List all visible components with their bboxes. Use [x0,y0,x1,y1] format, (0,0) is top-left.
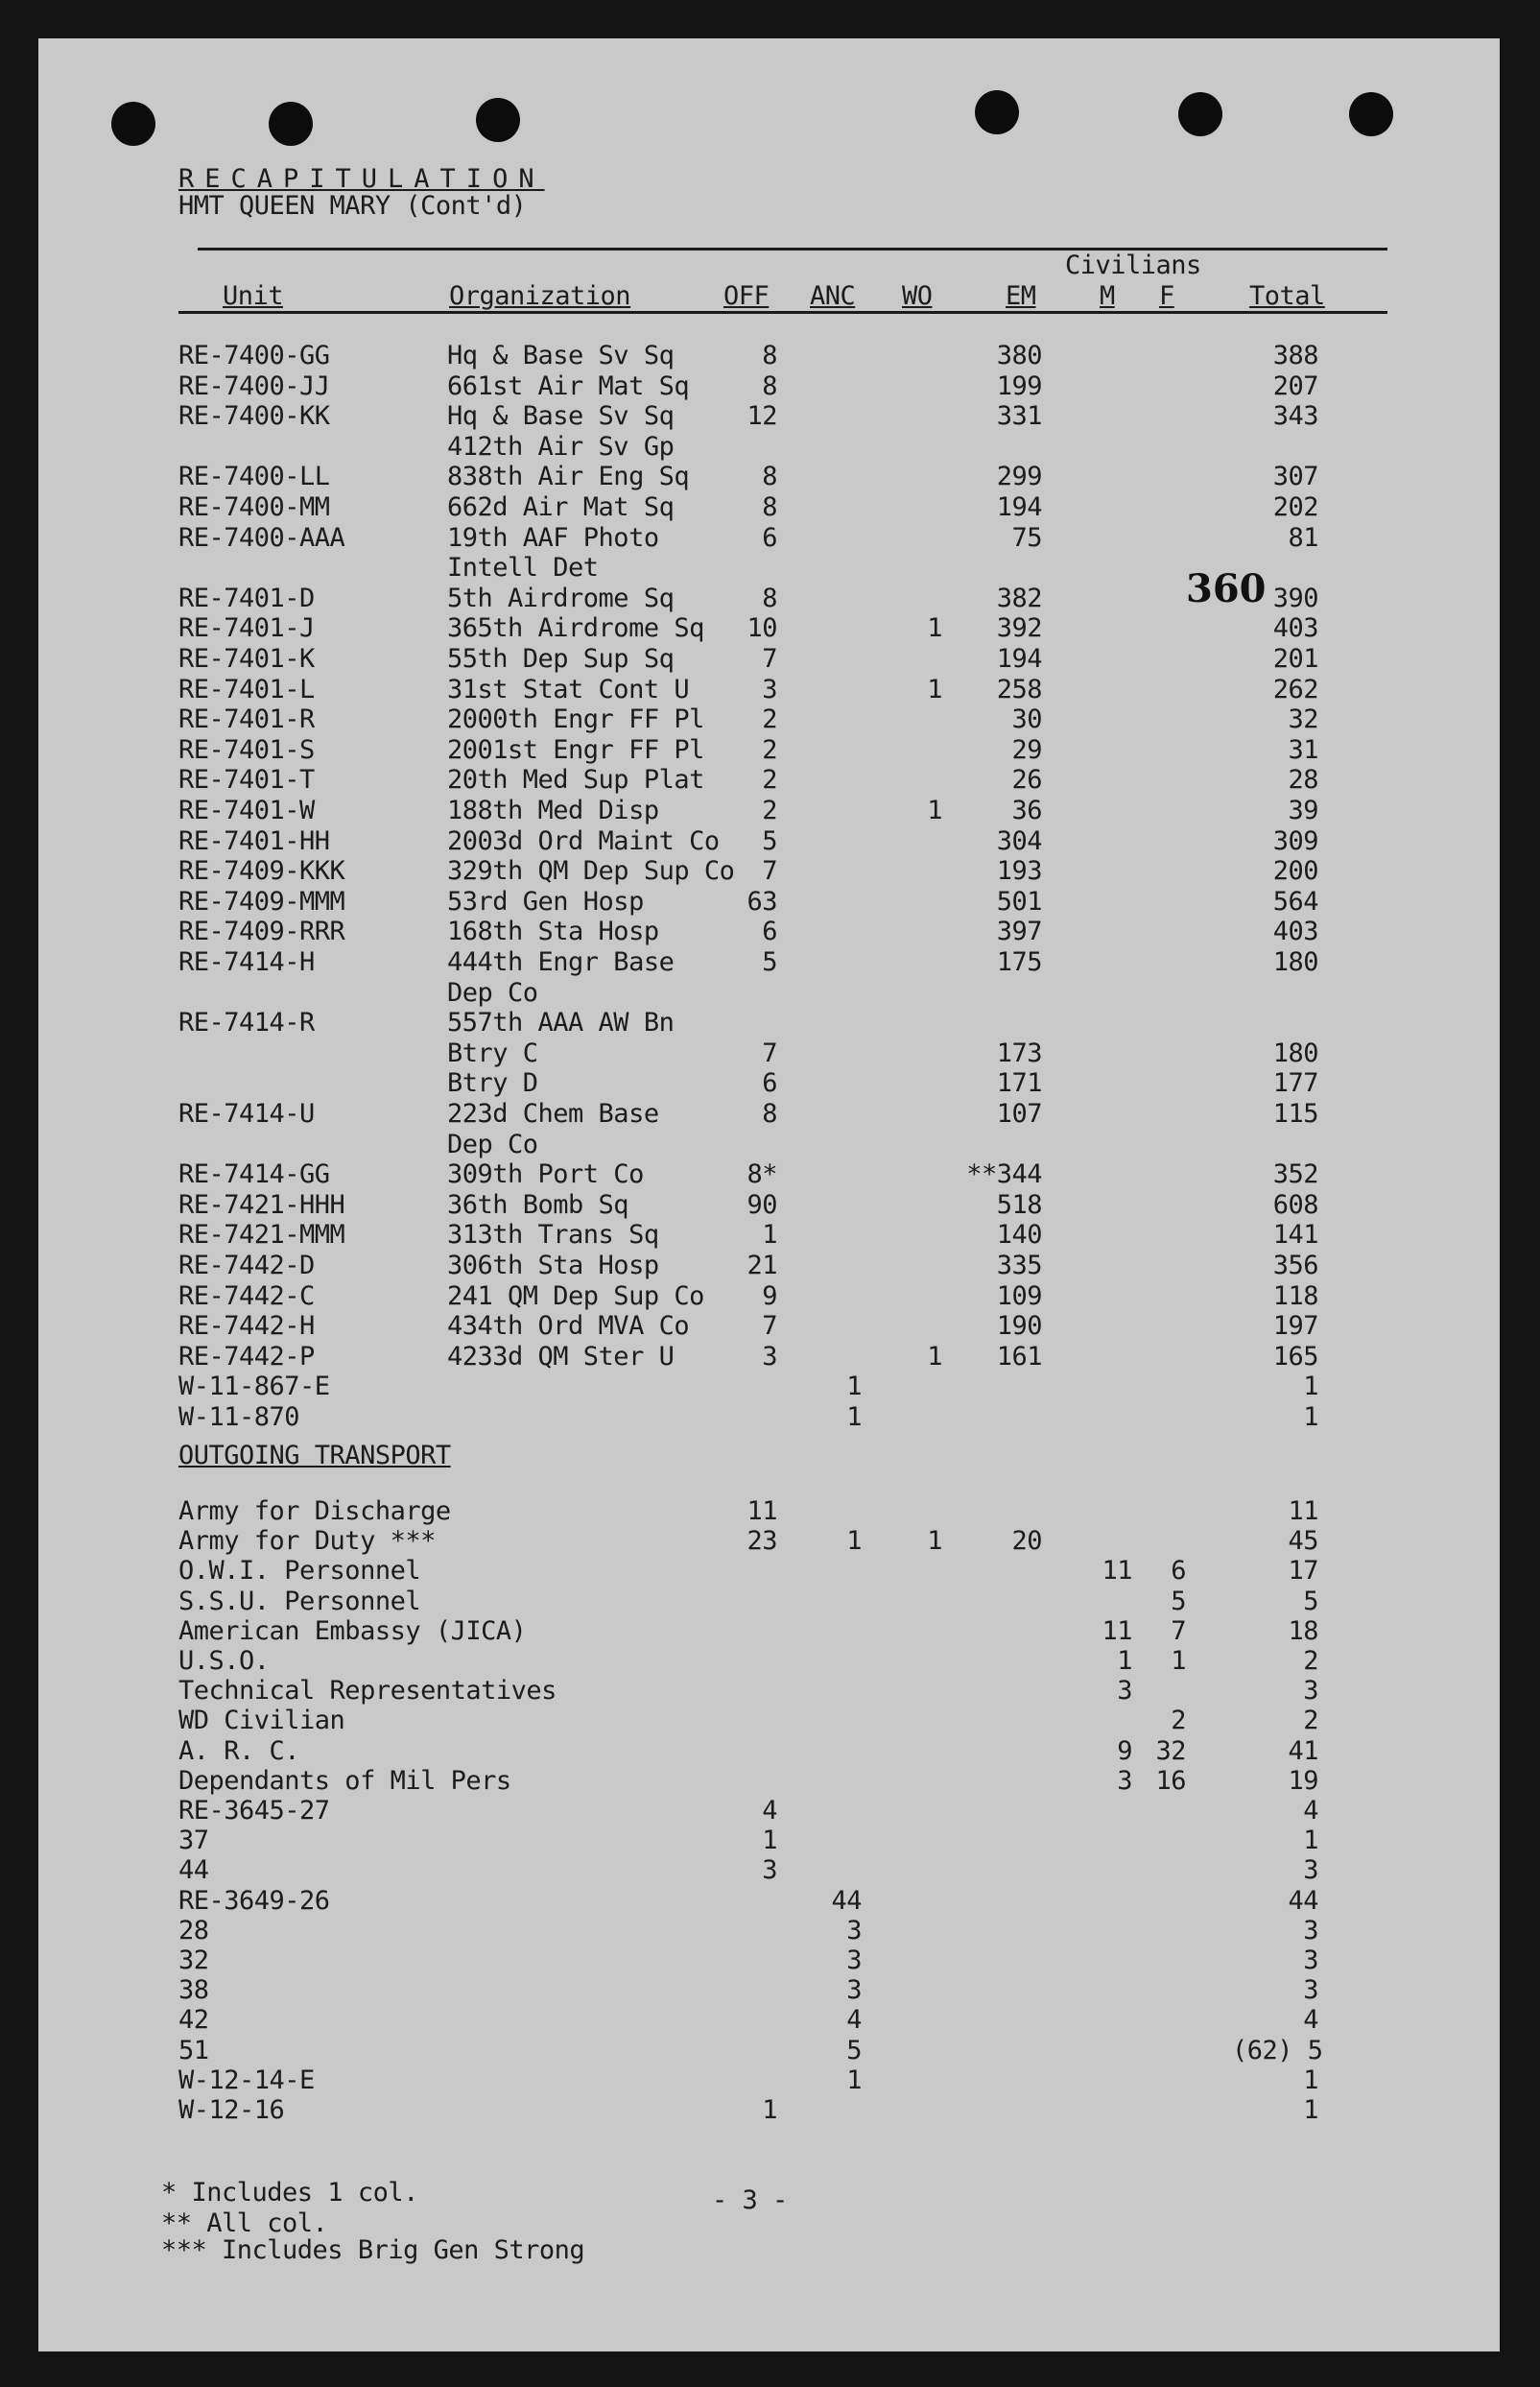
total-cell: 1 [1303,1826,1318,1856]
em-cell: 175 [996,947,1042,977]
organization-cell: 53rd Gen Hosp [447,886,644,917]
total-cell: 343 [1272,401,1318,432]
off-cell: 8 [762,492,777,522]
m-cell: 3 [1117,1676,1132,1707]
unit-cell: W-11-870 [178,1402,300,1432]
total-cell: 403 [1272,613,1318,644]
organization-cell: 661st Air Mat Sq [447,370,690,401]
em-cell: 193 [996,856,1042,887]
header-rule-bottom [178,311,1387,314]
col-organization: Organization [449,281,631,311]
unit-cell: RE-7414-U [178,1099,315,1129]
total-cell: 2 [1303,1706,1318,1736]
page-stamp: 360 [1186,566,1267,611]
em-cell: **344 [966,1159,1042,1190]
unit-cell: RE-7401-T [178,765,315,796]
header-rule-top [198,248,1387,251]
f-cell: 16 [1155,1765,1186,1796]
total-cell: 28 [1288,765,1318,796]
unit-cell: RE-7400-MM [178,492,330,522]
unit-cell: RE-7401-D [178,583,315,613]
unit-cell: RE-7442-C [178,1280,315,1311]
organization-cell: 19th AAF Photo [447,522,659,553]
organization-cell: 4233d QM Ster U [447,1341,675,1372]
off-cell: 2 [762,734,777,765]
unit-cell: RE-7401-HH [178,825,330,856]
organization-cell: 55th Dep Sup Sq [447,644,675,674]
anc-cell: 1 [846,1526,862,1557]
off-cell: 6 [762,917,777,947]
organization-cell: 412th Air Sv Gp [447,431,675,462]
total-cell: 180 [1272,1038,1318,1068]
label-cell: U.S.O. [178,1646,270,1676]
off-cell: 1 [762,1220,777,1251]
organization-cell: 434th Ord MVA Co [447,1311,690,1342]
col-f: F [1159,281,1174,311]
em-cell: 199 [996,370,1042,401]
anc-cell: 1 [846,1372,862,1402]
off-cell: 7 [762,644,777,674]
total-cell: 564 [1272,886,1318,917]
off-cell: 7 [762,1038,777,1068]
unit-cell: W-11-867-E [178,1372,330,1402]
footnote: *** Includes Brig Gen Strong [161,2235,585,2265]
total-cell: 1 [1303,2065,1318,2095]
total-cell: 141 [1272,1220,1318,1251]
wo-cell: 1 [927,1341,942,1372]
total-cell: 180 [1272,947,1318,977]
em-cell: 190 [996,1311,1042,1342]
total-cell: 31 [1288,734,1318,765]
unit-cell: RE-7421-HHH [178,1189,345,1220]
organization-cell: 557th AAA AW Bn [447,1008,675,1038]
total-cell: 5 [1303,1586,1318,1616]
document-page [38,38,1500,2351]
off-cell: 10 [746,613,777,644]
unit-cell: RE-7401-L [178,674,315,704]
organization-cell: 365th Airdrome Sq [447,613,704,644]
em-cell: 382 [996,583,1042,613]
page-subtitle: HMT QUEEN MARY (Cont'd) [178,191,527,221]
total-cell: 2 [1303,1646,1318,1676]
label-cell: Dependants of Mil Pers [178,1765,511,1796]
label-cell: O.W.I. Personnel [178,1556,421,1587]
f-cell: 32 [1155,1735,1186,1766]
em-cell: 109 [996,1280,1042,1311]
total-cell: 19 [1288,1765,1318,1796]
organization-cell: 223d Chem Base [447,1099,659,1129]
total-cell: 1 [1303,1372,1318,1402]
organization-cell: Btry C [447,1038,538,1068]
label-cell: RE-3645-27 [178,1796,330,1826]
organization-cell: 2003d Ord Maint Co [447,825,720,856]
total-cell: 356 [1272,1251,1318,1280]
label-cell: WD Civilian [178,1706,345,1736]
unit-cell: RE-7414-GG [178,1159,330,1190]
f-cell: 7 [1171,1615,1186,1646]
label-cell: 38 [178,1975,209,2006]
off-cell: 3 [762,674,777,704]
total-cell: 390 [1272,583,1318,613]
em-cell: 75 [1011,522,1042,553]
total-cell: 200 [1272,856,1318,887]
label-cell: Technical Representatives [178,1676,557,1707]
off-cell: 90 [746,1189,777,1220]
em-cell: 299 [996,462,1042,492]
anc-cell: 4 [846,2005,862,2036]
em-cell: 335 [996,1251,1042,1280]
label-cell: 42 [178,2005,209,2036]
organization-cell: 313th Trans Sq [447,1220,659,1251]
off-cell: 5 [762,947,777,977]
total-cell: 11 [1288,1496,1318,1526]
off-cell: 7 [762,1311,777,1342]
em-cell: 392 [996,613,1042,644]
punch-hole [476,98,520,142]
total-cell: 41 [1288,1735,1318,1766]
em-cell: 258 [996,674,1042,704]
off-cell: 6 [762,1068,777,1099]
unit-cell: RE-7401-S [178,734,315,765]
em-cell: 501 [996,886,1042,917]
unit-cell: RE-7401-W [178,796,315,825]
wo-cell: 1 [927,1526,942,1557]
unit-cell: RE-7442-P [178,1341,315,1372]
em-cell: 29 [1011,734,1042,765]
total-cell: 1 [1303,2095,1318,2125]
unit-cell: RE-7409-RRR [178,917,345,947]
organization-cell: 2000th Engr FF Pl [447,704,704,735]
total-cell: 1 [1303,1402,1318,1432]
em-cell: 161 [996,1341,1042,1372]
col-wo: WO [902,281,933,311]
unit-cell: RE-7400-GG [178,341,330,370]
organization-cell: Btry D [447,1068,538,1099]
off-cell: 11 [746,1496,777,1526]
total-cell: 3 [1303,1855,1318,1886]
total-cell: 18 [1288,1615,1318,1646]
footnote: * Includes 1 col. [161,2178,418,2208]
em-cell: 140 [996,1220,1042,1251]
organization-cell: Dep Co [447,977,538,1008]
em-cell: 30 [1011,704,1042,735]
col-m: M [1100,281,1115,311]
total-cell: 39 [1288,796,1318,825]
off-cell: 8 [762,370,777,401]
col-unit: Unit [223,281,284,311]
off-cell: 1 [762,1826,777,1856]
label-cell: 37 [178,1826,209,1856]
anc-cell: 3 [846,1975,862,2006]
total-cell: 165 [1272,1341,1318,1372]
f-cell: 2 [1171,1706,1186,1736]
anc-cell: 3 [846,1915,862,1945]
total-cell: 3 [1303,1945,1318,1975]
unit-cell: RE-7414-R [178,1008,315,1038]
total-cell: 202 [1272,492,1318,522]
off-cell: 9 [762,1280,777,1311]
total-cell: 207 [1272,370,1318,401]
em-cell: 380 [996,341,1042,370]
total-cell: 608 [1272,1189,1318,1220]
punch-hole [111,102,155,146]
m-cell: 3 [1117,1765,1132,1796]
em-cell: 171 [996,1068,1042,1099]
label-cell: 32 [178,1945,209,1975]
off-cell: 63 [746,886,777,917]
unit-cell: RE-7442-H [178,1311,315,1342]
anc-cell: 3 [846,1945,862,1975]
total-cell: 4 [1303,1796,1318,1826]
off-cell: 1 [762,2095,777,2125]
off-cell: 2 [762,796,777,825]
off-cell: 3 [762,1341,777,1372]
organization-cell: 241 QM Dep Sup Co [447,1280,704,1311]
anc-cell: 1 [846,2065,862,2095]
unit-cell: RE-7401-R [178,704,315,735]
organization-cell: 838th Air Eng Sq [447,462,690,492]
em-cell: 26 [1011,765,1042,796]
em-cell: 107 [996,1099,1042,1129]
total-cell: 45 [1288,1526,1318,1557]
label-cell: W-12-16 [178,2095,285,2125]
m-cell: 11 [1102,1556,1132,1587]
punch-hole [1178,92,1222,136]
label-cell: 51 [178,2035,209,2065]
outgoing-heading: OUTGOING TRANSPORT [178,1441,451,1470]
total-cell: 201 [1272,644,1318,674]
total-cell: 4 [1303,2005,1318,2036]
label-cell: S.S.U. Personnel [178,1586,421,1616]
unit-cell: RE-7409-MMM [178,886,345,917]
organization-cell: 188th Med Disp [447,796,659,825]
organization-cell: Hq & Base Sv Sq [447,401,675,432]
label-cell: American Embassy (JICA) [178,1615,527,1646]
col-total: Total [1249,281,1325,311]
organization-cell: 306th Sta Hosp [447,1251,659,1280]
punch-hole [1349,92,1393,136]
punch-hole [975,90,1019,134]
organization-cell: 329th QM Dep Sup Co [447,856,735,887]
col-em: EM [1006,281,1036,311]
organization-cell: 662d Air Mat Sq [447,492,675,522]
punch-hole [269,102,313,146]
total-cell: 32 [1288,704,1318,735]
total-cell: 403 [1272,917,1318,947]
label-cell: W-12-14-E [178,2065,315,2095]
off-cell: 5 [762,825,777,856]
total-cell: 352 [1272,1159,1318,1190]
anc-cell: 44 [831,1885,862,1916]
unit-cell: RE-7401-J [178,613,315,644]
organization-cell: 36th Bomb Sq [447,1189,629,1220]
unit-cell: RE-7409-KKK [178,856,345,887]
total-cell: 118 [1272,1280,1318,1311]
wo-cell: 1 [927,613,942,644]
unit-cell: RE-7400-KK [178,401,330,432]
off-cell: 6 [762,522,777,553]
off-cell: 12 [746,401,777,432]
unit-cell: RE-7400-LL [178,462,330,492]
off-cell: 7 [762,856,777,887]
off-cell: 8 [762,583,777,613]
unit-cell: RE-7401-K [178,644,315,674]
footnote: ** All col. [161,2208,328,2238]
organization-cell: Hq & Base Sv Sq [447,341,675,370]
em-cell: 20 [1011,1526,1042,1557]
off-cell: 8 [762,462,777,492]
f-cell: 6 [1171,1556,1186,1587]
em-cell: 518 [996,1189,1042,1220]
em-cell: 304 [996,825,1042,856]
total-cell: 197 [1272,1311,1318,1342]
unit-cell: RE-7400-AAA [178,522,345,553]
organization-cell: 5th Airdrome Sq [447,583,675,613]
off-cell: 23 [746,1526,777,1557]
total-cell: 309 [1272,825,1318,856]
total-cell: 81 [1288,522,1318,553]
page-title: RECAPITULATION [178,164,545,194]
wo-cell: 1 [927,674,942,704]
total-cell: 262 [1272,674,1318,704]
em-cell: 397 [996,917,1042,947]
total-cell: 17 [1288,1556,1318,1587]
off-cell: 3 [762,1855,777,1886]
off-cell: 2 [762,704,777,735]
col-off: OFF [723,281,770,311]
total-cell: 3 [1303,1915,1318,1945]
m-cell: 1 [1117,1646,1132,1676]
unit-cell: RE-7421-MMM [178,1220,345,1251]
organization-cell: 168th Sta Hosp [447,917,659,947]
organization-cell: 444th Engr Base [447,947,675,977]
off-cell: 8 [762,1099,777,1129]
total-cell: 177 [1272,1068,1318,1099]
f-cell: 5 [1171,1586,1186,1616]
total-cell: 3 [1303,1975,1318,2006]
total-cell: 388 [1272,341,1318,370]
organization-cell: Intell Det [447,553,599,584]
total-cell: 3 [1303,1676,1318,1707]
em-cell: 331 [996,401,1042,432]
label-cell: 44 [178,1855,209,1886]
off-cell: 2 [762,765,777,796]
organization-cell: Dep Co [447,1129,538,1159]
em-cell: 36 [1011,796,1042,825]
unit-cell: RE-7400-JJ [178,370,330,401]
total-cell: 115 [1272,1099,1318,1129]
em-cell: 194 [996,644,1042,674]
off-cell: 21 [746,1251,777,1280]
em-cell: 194 [996,492,1042,522]
off-cell: 4 [762,1796,777,1826]
label-cell: 28 [178,1915,209,1945]
organization-cell: 309th Port Co [447,1159,644,1190]
m-cell: 11 [1102,1615,1132,1646]
organization-cell: 2001st Engr FF Pl [447,734,704,765]
off-cell: 8* [746,1159,777,1190]
label-cell: Army for Duty *** [178,1526,436,1557]
label-cell: A. R. C. [178,1735,300,1766]
label-cell: RE-3649-26 [178,1885,330,1916]
wo-cell: 1 [927,796,942,825]
total-cell: 307 [1272,462,1318,492]
page-number: - 3 - [712,2185,788,2215]
label-cell: Army for Discharge [178,1496,451,1526]
off-cell: 8 [762,341,777,370]
col-anc: ANC [810,281,856,311]
civilians-heading: Civilians [1065,251,1201,280]
total-cell: (62) 5 [1232,2035,1323,2065]
unit-cell: RE-7414-H [178,947,315,977]
organization-cell: 20th Med Sup Plat [447,765,704,796]
m-cell: 9 [1117,1735,1132,1766]
unit-cell: RE-7442-D [178,1251,315,1280]
anc-cell: 1 [846,1402,862,1432]
anc-cell: 5 [846,2035,862,2065]
total-cell: 44 [1288,1885,1318,1916]
f-cell: 1 [1171,1646,1186,1676]
em-cell: 173 [996,1038,1042,1068]
organization-cell: 31st Stat Cont U [447,674,690,704]
